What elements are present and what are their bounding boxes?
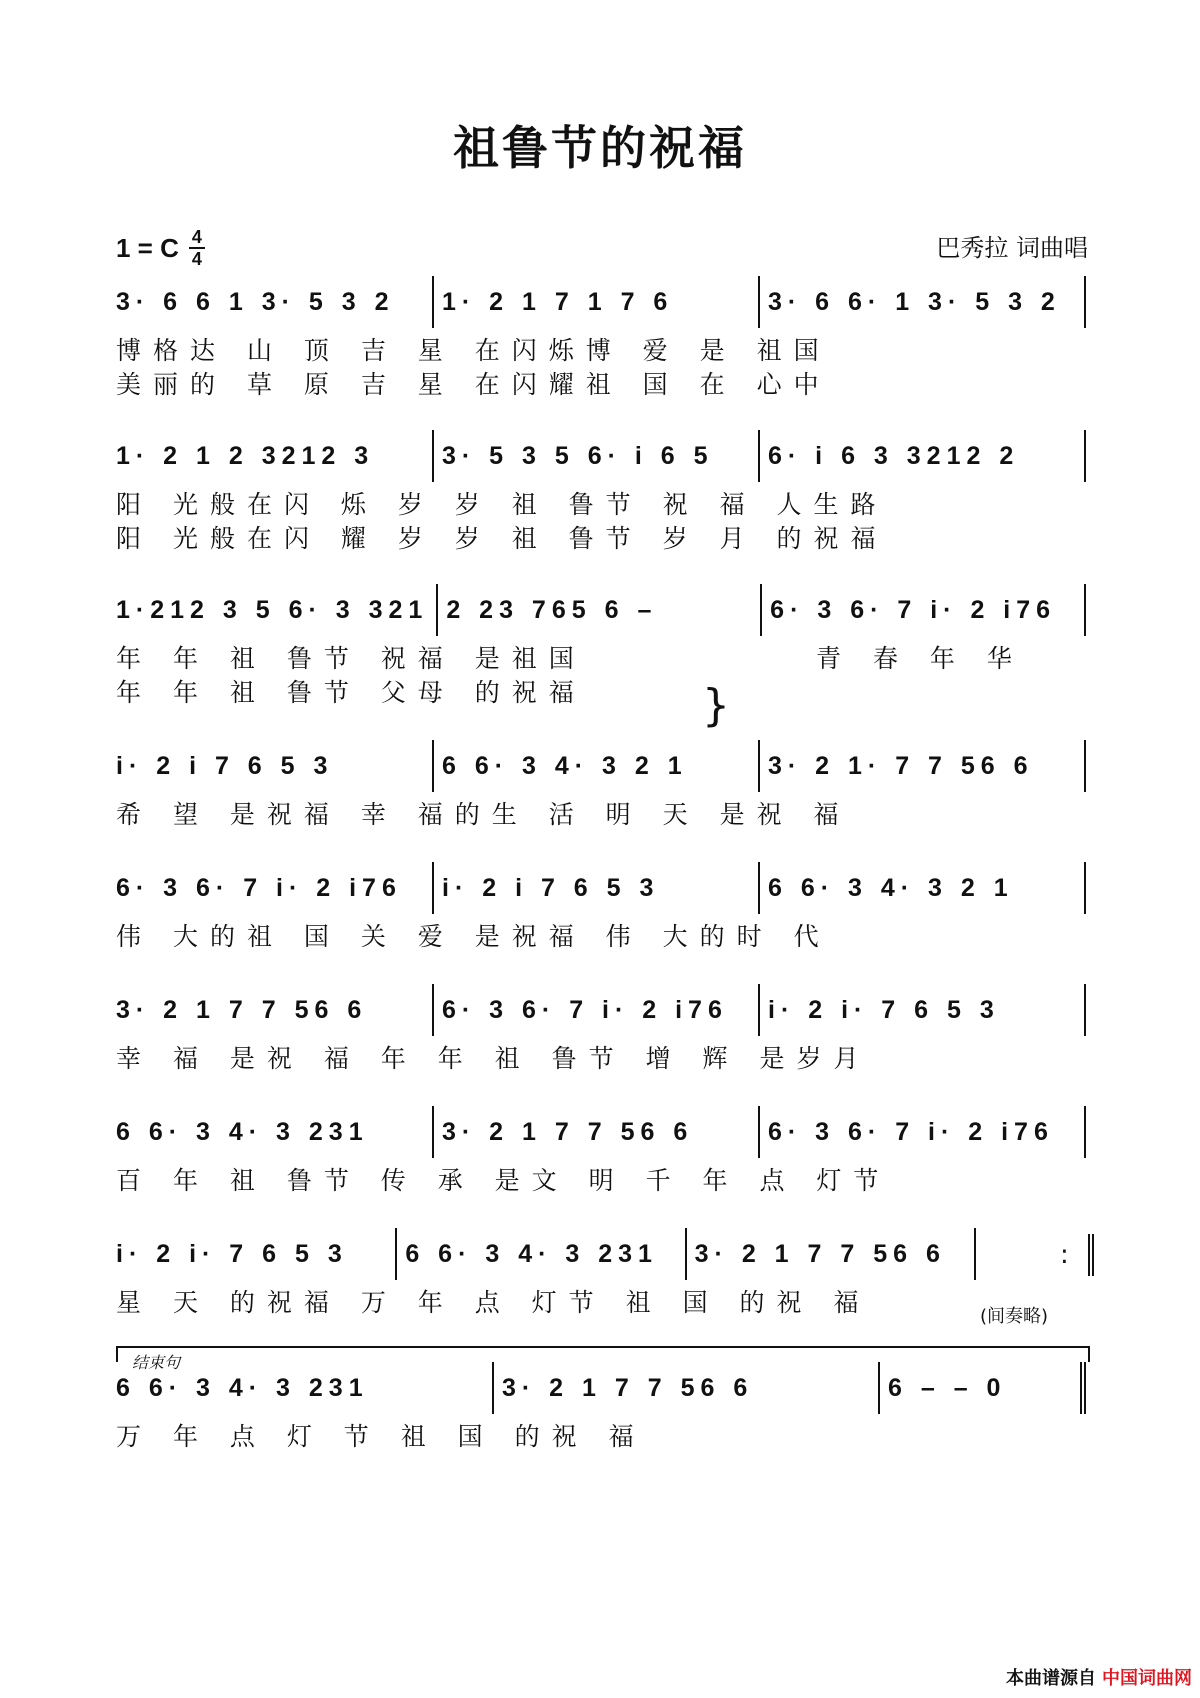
measure: 6 – – 0 [888,1373,1007,1402]
footer-site-link[interactable]: 中国词曲网 [1102,1668,1192,1689]
measure: 1· 2 1 7 1 7 6 [442,287,674,316]
measure: 3· 2 1 7 7 56 6 [502,1373,754,1402]
lyric-line: 星 天 的祝福 万 年 点 灯节 祖 国 的祝 福 [116,1288,871,1317]
measure: 6 6· 3 4· 3 2 1 [442,751,688,780]
song-title: 祖鲁节的祝福 [453,121,747,175]
measure: 6· 3 6· 7 i· 2 i76 [770,595,1057,624]
lyric-line: 青 春 年 华 [816,644,1024,673]
measure: i· 2 i 7 6 5 3 [442,873,660,902]
staff-system-3 [116,584,1086,710]
time-signature [189,228,205,268]
time-top: 4 [191,227,202,247]
measure: i· 2 i 7 6 5 3 [116,751,334,780]
lyric-line: 美丽的 草 原 吉 星 在闪耀祖 国 在 心中 [116,370,831,399]
staff-system-7 [116,1106,1086,1198]
measure: 3· 6 6 1 3· 5 3 2 [116,287,395,316]
measure: 6 6· 3 4· 3 231 [116,1117,369,1146]
lyric-line: 幸 福 是祝 福 年 年 祖 鲁节 增 辉 是岁月 [116,1044,871,1073]
staff-system-9 [116,1362,1086,1454]
lyric-line: 万 年 点 灯 节 祖 国 的祝 福 [116,1422,646,1451]
lyric-line: 年 年 祖 鲁节 父母 的祝福 [116,678,586,707]
lyric-line: 阳 光般在闪 烁 岁 岁 祖 鲁节 祝 福 人生路 [116,490,888,519]
staff-system-1 [116,276,1086,402]
footer-source: 本曲谱源自 [1006,1668,1096,1689]
staff-system-2 [116,430,1086,556]
ending-label: 结束句 [132,1353,181,1372]
measure: 2 23 765 6 – [446,595,658,624]
measure: i· 2 i· 7 6 5 3 [768,995,1000,1024]
measure: 3· 2 1· 7 7 56 6 [768,751,1034,780]
verse-brace: } [702,680,730,731]
lyric-line: 博格达 山 顶 吉 星 在闪烁博 爱 是 祖国 [116,336,831,365]
measure: 1· 2 1 2 3212 3 [116,441,375,470]
measure: 6· 3 6· 7 i· 2 i76 [768,1117,1054,1146]
composer-credit: 巴秀拉 词曲唱 [936,234,1088,262]
measure: 3· 2 1 7 7 56 6 [442,1117,694,1146]
measure: 6· 3 6· 7 i· 2 i76 [116,873,402,902]
measure: 6 6· 3 4· 3 2 1 [768,873,1014,902]
measure: 3· 6 6· 1 3· 5 3 2 [768,287,1061,316]
measure: 3· 5 3 5 6· i 6 5 [442,441,714,470]
lyric-line: 伟 大的祖 国 关 爱 是祝福 伟 大的时 代 [116,922,831,951]
ending-bracket [116,1346,1090,1362]
measure: 3· 2 1 7 7 56 6 [116,995,368,1024]
staff-system-6 [116,984,1086,1076]
measure: 1·212 3 5 6· 3 321 [116,595,429,624]
lyric-line: 阳 光般在闪 耀 岁 岁 祖 鲁节 岁 月 的祝福 [116,524,888,553]
measure: i· 2 i· 7 6 5 3 [116,1239,348,1268]
staff-system-8 [116,1228,976,1320]
lyric-line: 年 年 祖 鲁节 祝福 是祖国 [116,644,586,673]
lyric-line: 希 望 是祝福 幸 福的生 活 明 天 是祝 福 [116,800,851,829]
measure: 6 6· 3 4· 3 231 [116,1373,369,1402]
lyric-line: 百 年 祖 鲁节 传 承 是文 明 千 年 点 灯节 [116,1166,891,1195]
measure: 6· i 6 3 3212 2 [768,441,1020,470]
staff-system-5 [116,862,1086,954]
measure: 6 6· 3 4· 3 231 [405,1239,658,1268]
key-label: 1 = C [116,232,179,263]
measure: 3· 2 1 7 7 56 6 [694,1239,946,1268]
key-signature [116,228,205,268]
time-bottom: 4 [191,249,202,269]
repeat-sign: : [1060,1234,1094,1276]
staff-system-4 [116,740,1086,832]
interlude-note: (间奏略) [980,1306,1049,1327]
measure: 6· 3 6· 7 i· 2 i76 [442,995,728,1024]
